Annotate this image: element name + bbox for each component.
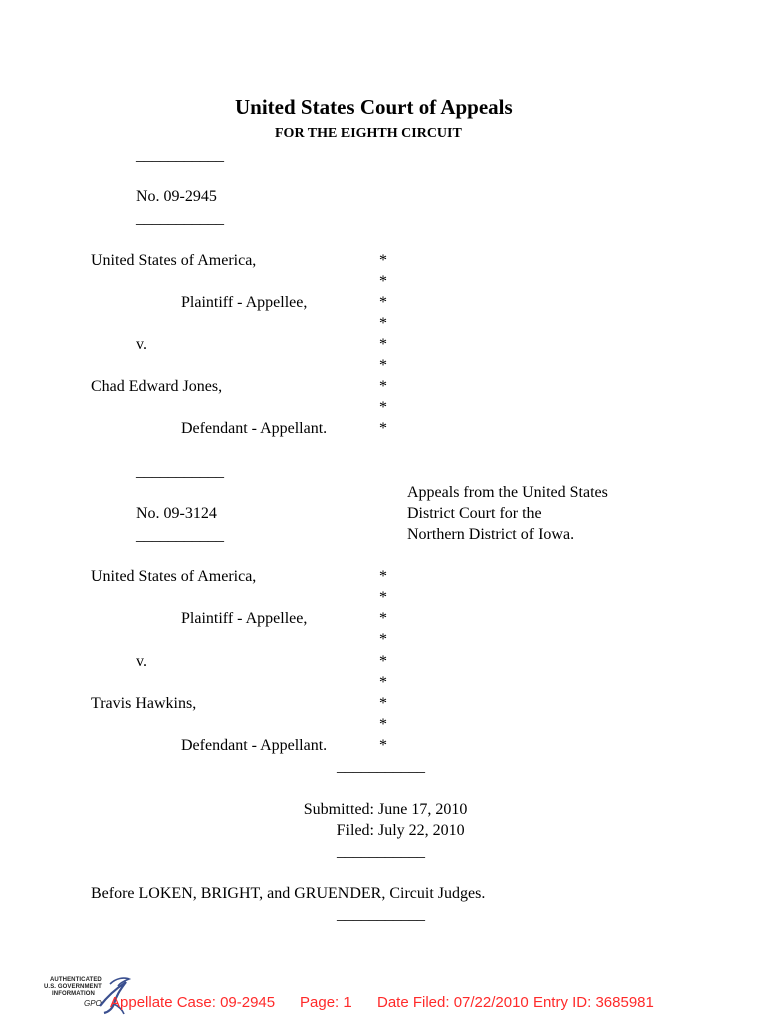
caption-star: * [379,252,387,269]
rule-line: ___________ [136,210,224,227]
caption-star: * [379,568,387,585]
caption-star: * [379,674,387,691]
circuit-subtitle: FOR THE EIGHTH CIRCUIT [275,126,462,141]
role-appellee-1: Plaintiff - Appellee, [181,294,308,311]
caption-star: * [379,631,387,648]
seal-text: INFORMATION [52,991,95,997]
appeal-note-line: District Court for the [407,505,542,522]
party-plaintiff-1: United States of America, [91,252,257,269]
party-plaintiff-2: United States of America, [91,568,257,585]
appeal-note-line: Northern District of Iowa. [407,526,575,543]
caption-star: * [379,589,387,606]
party-defendant-1: Chad Edward Jones, [91,378,223,395]
case-number-1: No. 09-2945 [136,188,217,205]
caption-star: * [379,737,387,754]
role-appellant-1: Defendant - Appellant. [181,420,328,437]
footer-date-filed: Date Filed: 07/22/2010 Entry ID: 3685981 [377,994,654,1011]
versus-2: v. [136,653,147,670]
footer-page-number: Page: 1 [300,994,352,1011]
case-number-2: No. 09-3124 [136,505,217,522]
rule-line: ___________ [136,463,224,480]
caption-star: * [379,610,387,627]
rule-line: ___________ [337,758,425,775]
caption-star: * [379,315,387,332]
seal-gpo-text: GPO [84,999,102,1008]
caption-star: * [379,378,387,395]
rule-line: ___________ [337,843,425,860]
appeal-note-line: Appeals from the United States [407,484,608,501]
filed-date: July 22, 2010 [378,822,465,839]
role-appellee-2: Plaintiff - Appellee, [181,610,308,627]
seal-text: U.S. GOVERNMENT [44,984,102,990]
panel-judges: Before LOKEN, BRIGHT, and GRUENDER, Circuit Judges. [91,885,486,902]
role-appellant-2: Defendant - Appellant. [181,737,328,754]
caption-star: * [379,294,387,311]
rule-line: ___________ [136,147,224,164]
footer-case-number: Appellate Case: 09-2945 [110,994,276,1011]
caption-star: * [379,695,387,712]
rule-line: ___________ [136,527,224,544]
caption-star: * [379,399,387,416]
caption-star: * [379,357,387,374]
versus-1: v. [136,336,147,353]
caption-star: * [379,273,387,290]
submitted-label: Submitted: [303,801,374,818]
seal-text: AUTHENTICATED [50,977,102,983]
caption-star: * [379,336,387,353]
court-title: United States Court of Appeals [235,95,513,119]
caption-star: * [379,716,387,733]
filed-label: Filed: [336,822,374,839]
submitted-date: June 17, 2010 [378,801,468,818]
rule-line: ___________ [337,906,425,923]
caption-star: * [379,420,387,437]
party-defendant-2: Travis Hawkins, [91,695,197,712]
caption-star: * [379,653,387,670]
